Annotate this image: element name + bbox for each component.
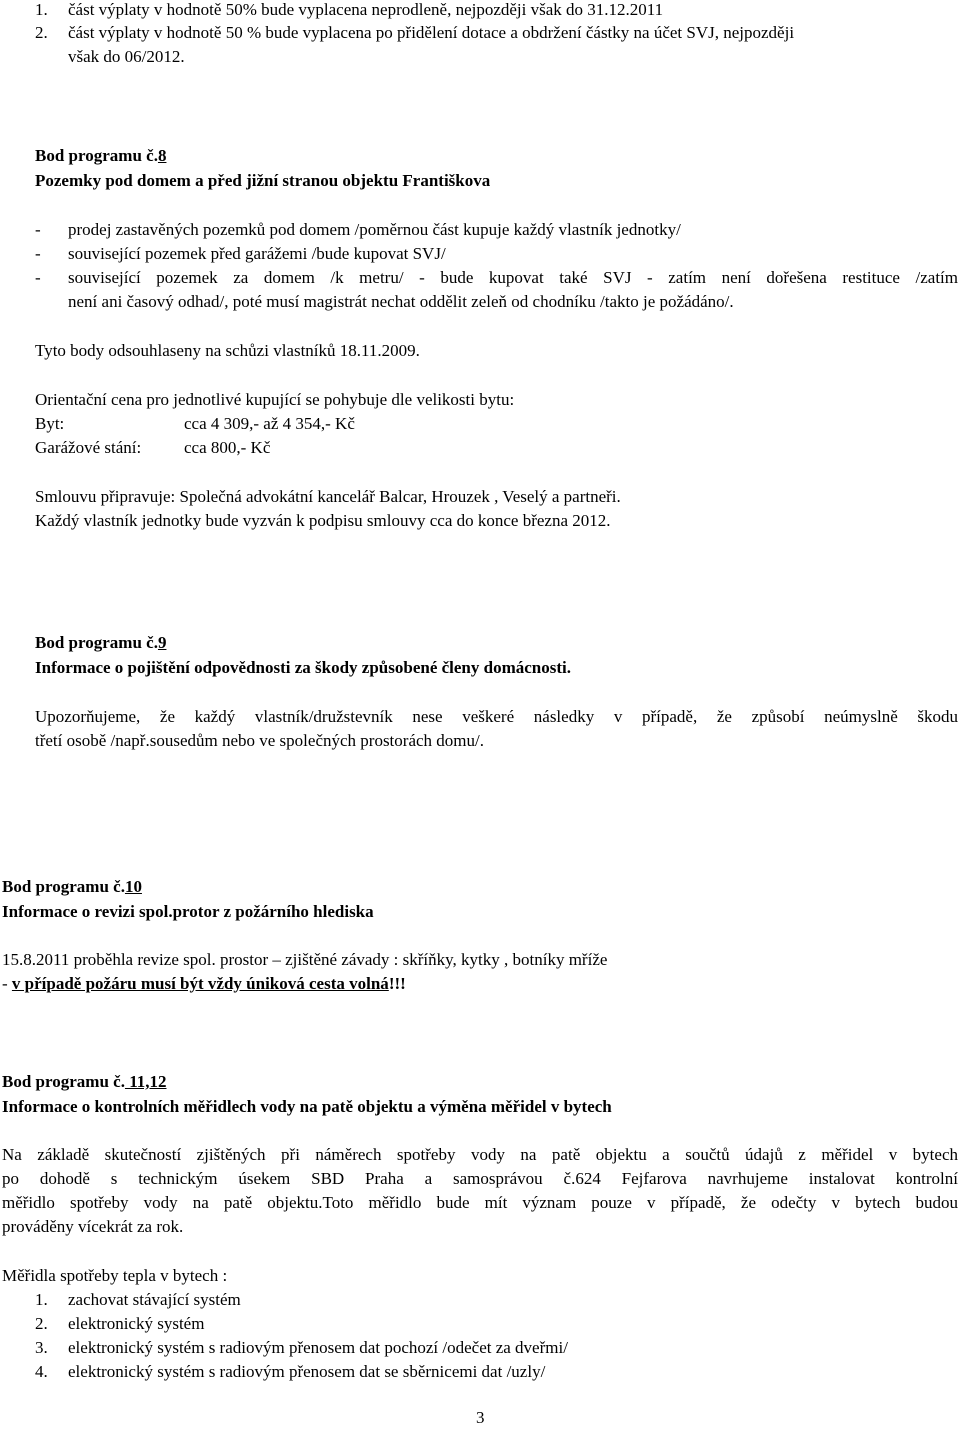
bullet-dash: - bbox=[35, 268, 41, 287]
heading-number: 9 bbox=[157, 633, 167, 652]
heading-prefix: Bod programu č. bbox=[35, 633, 158, 652]
section-heading-10 bbox=[2, 877, 142, 897]
heading-number: 11,12 bbox=[124, 1072, 167, 1091]
heading-number: 10 bbox=[124, 877, 142, 896]
paragraph-line: 15.8.2011 proběhla revize spol. prostor – zjištěné závady : skříňky, kytky , botníky mříže bbox=[2, 950, 608, 969]
warning-exclamation: !!! bbox=[388, 974, 406, 993]
list-item-text: elektronický systém bbox=[68, 1314, 205, 1333]
section-subheading-9: Informace o pojištění odpovědnosti za škody způsobené členy domácnosti. bbox=[35, 658, 572, 677]
price-value-garage: cca 800,- Kč bbox=[184, 438, 271, 457]
paragraph-line: Upozorňujeme, že každý vlastník/družstevník nese veškeré následky v případě, že způsobí neúmyslně škodu bbox=[35, 707, 958, 726]
approval-note: Tyto body odsouhlaseny na schůzi vlastníků 18.11.2009. bbox=[35, 341, 420, 360]
heat-meter-intro: Měřidla spotřeby tepla v bytech : bbox=[2, 1266, 228, 1285]
bullet-text: prodej zastavěných pozemků pod domem /poměrnou část kupuje každý vlastník jednotky/ bbox=[68, 220, 681, 239]
list-item-text: zachovat stávající systém bbox=[68, 1290, 241, 1309]
bullet-text: související pozemek před garážemi /bude kupovat SVJ/ bbox=[68, 244, 446, 263]
section-heading-8 bbox=[35, 146, 166, 166]
price-label-garage: Garážové stání: bbox=[35, 438, 142, 457]
list-item-text: část výplaty v hodnotě 50% bude vyplacena neprodleně, nejpozději však do 31.12.2011 bbox=[68, 0, 664, 19]
list-number: 2. bbox=[35, 1314, 48, 1333]
list-number: 3. bbox=[35, 1338, 48, 1357]
warning-bold-text: v případě požáru musí být vždy úniková cesta volná bbox=[11, 974, 389, 993]
paragraph-line: Na základě skutečností zjištěných při náměrech spotřeby vody na patě objektu a součtů údajů z měřidel v bytech bbox=[2, 1145, 958, 1164]
bullet-dash: - bbox=[35, 244, 41, 263]
paragraph-line: třetí osobě /např.sousedům nebo ve společných prostorách domu/. bbox=[35, 731, 484, 750]
paragraph-line: po dohodě s technickým úsekem SBD Praha a samosprávou č.624 Fejfarova navrhujeme instalovat kontrolní bbox=[2, 1169, 958, 1188]
list-item-text: část výplaty v hodnotě 50 % bude vyplacena po přidělení dotace a obdržení částky na účet SVJ, nejpozději bbox=[68, 23, 795, 42]
bullet-text-continued: není ani časový odhad/, poté musí magistrát nechat oddělit zeleň od chodníku /takto je požádáno/. bbox=[68, 292, 734, 311]
list-item-text: elektronický systém s radiovým přenosem dat pochozí /odečet za dveřmi/ bbox=[68, 1338, 568, 1357]
bullet-text: související pozemek za domem /k metru/ - bude kupovat také SVJ - zatím není dořešena restituce /zatím bbox=[68, 268, 958, 287]
price-value-byt: cca 4 309,- až 4 354,- Kč bbox=[184, 414, 355, 433]
section-heading-9 bbox=[35, 633, 166, 653]
contract-note: Smlouvu připravuje: Společná advokátní kancelář Balcar, Hrouzek , Veselý a partneři. bbox=[35, 487, 621, 506]
warning-prefix: - bbox=[2, 974, 12, 993]
list-number: 1. bbox=[35, 1290, 48, 1309]
paragraph-line: měřidlo spotřeby vody na patě objektu.Toto měřidlo bude mít význam pouze v případě, že odečty v bytech budou bbox=[2, 1193, 958, 1212]
section-subheading-10: Informace o revizi spol.protor z požárního hlediska bbox=[2, 902, 374, 921]
paragraph-line: prováděny vícekrát za rok. bbox=[2, 1217, 184, 1236]
price-intro: Orientační cena pro jednotlivé kupující se pohybuje dle velikosti bytu: bbox=[35, 390, 515, 409]
page-number: 3 bbox=[476, 1408, 485, 1427]
heading-prefix: Bod programu č. bbox=[2, 1072, 125, 1091]
section-subheading-11-12: Informace o kontrolních měřidlech vody na patě objektu a výměna měřidel v bytech bbox=[2, 1097, 612, 1116]
heading-prefix: Bod programu č. bbox=[35, 146, 158, 165]
list-number: 2. bbox=[35, 23, 48, 42]
bullet-dash: - bbox=[35, 220, 41, 239]
list-number: 1. bbox=[35, 0, 48, 19]
section-heading-11-12 bbox=[2, 1072, 167, 1092]
list-number: 4. bbox=[35, 1362, 48, 1381]
heading-number: 8 bbox=[157, 146, 167, 165]
list-item-text: elektronický systém s radiovým přenosem dat se sběrnicemi dat /uzly/ bbox=[68, 1362, 546, 1381]
fire-escape-warning bbox=[2, 974, 406, 994]
section-subheading-8: Pozemky pod domem a před jižní stranou objektu Františkova bbox=[35, 171, 491, 190]
list-item-text-continued: však do 06/2012. bbox=[68, 47, 185, 66]
heading-prefix: Bod programu č. bbox=[2, 877, 125, 896]
contract-note: Každý vlastník jednotky bude vyzván k podpisu smlouvy cca do konce března 2012. bbox=[35, 511, 611, 530]
price-label-byt: Byt: bbox=[35, 414, 65, 433]
